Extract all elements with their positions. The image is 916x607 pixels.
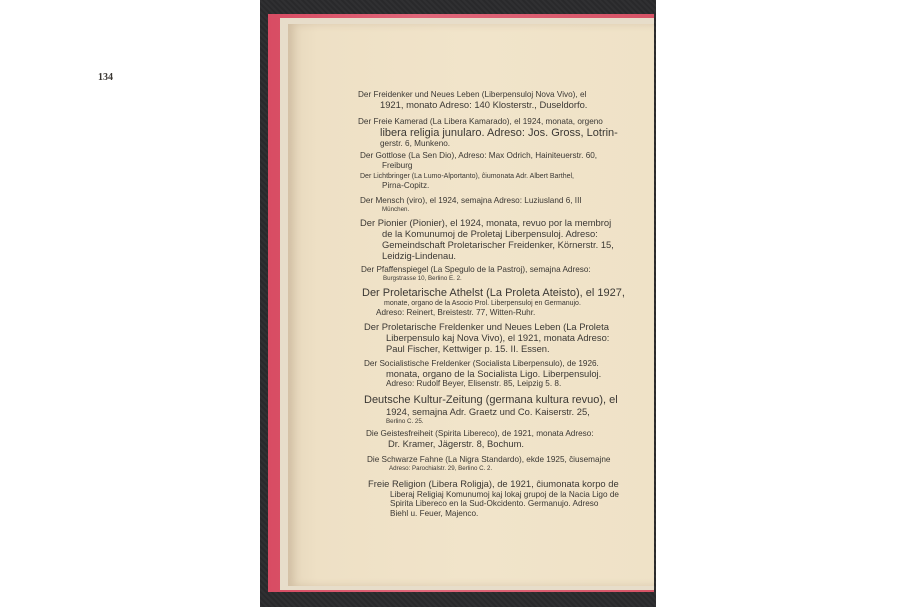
directory-entry xyxy=(366,429,652,449)
entry-line: Der Pfaffenspiegel (La Spegulo de la Pastroj), semajna Adreso: xyxy=(361,265,591,274)
directory-entry xyxy=(361,265,647,282)
entry-line: Der Mensch (viro), el 1924, semajna Adreso: Luziusland 6, III xyxy=(360,196,582,205)
directory-entry xyxy=(358,117,644,149)
entry-line: Pirna-Copitz. xyxy=(382,181,430,191)
directory-entry xyxy=(364,359,650,389)
directory-entry xyxy=(360,218,646,262)
page-number: 134 xyxy=(98,72,113,83)
entry-line: Dr. Kramer, Jägerstr. 8, Bochum. xyxy=(388,437,524,449)
entry-line: Der Proletarische Freldenker und Neues Leben (La Proleta xyxy=(364,321,609,332)
entry-line: monate, organo de la Asocio Prol. Liberpensuloj en Germanujo. xyxy=(384,299,581,307)
entry-line: 1921, monato Adreso: 140 Klosterstr., Duseldorfo. xyxy=(380,98,588,110)
entry-line: Der Socialistische Freldenker (Socialista Liberpensulo), de 1926. xyxy=(364,359,599,368)
entry-line: Der Freidenker und Neues Leben (Liberpensuloj Nova Vivo), el xyxy=(358,90,587,99)
entry-line: Liberaj Religiaj Komunumoj kaj lokaj grupoj de la Nacia Ligo de xyxy=(390,489,619,499)
entry-line: Deutsche Kultur-Zeitung (germana kultura revuo), el xyxy=(364,394,618,406)
directory-entry xyxy=(364,322,650,355)
entry-line: Spirita Libereco en la Sud-Okcidento. Germanujo. Adreso xyxy=(390,499,599,509)
directory-entry xyxy=(368,479,654,518)
entry-line: Adreso: Rudolf Beyer, Elisenstr. 85, Leipzig 5. 8. xyxy=(386,379,562,389)
directory-entry xyxy=(362,287,648,317)
entry-line: Der Gottlose (La Sen Dio), Adreso: Max Odrich, Hainiteuerstr. 60, xyxy=(360,151,598,160)
entry-line: 1924, semajna Adr. Graetz und Co. Kaiserstr. 25, xyxy=(386,405,590,417)
directory-entry xyxy=(358,90,644,110)
entry-line: Die Schwarze Fahne (La Nigra Standardo), ekde 1925, ĉiusemajne xyxy=(367,455,611,464)
entry-line: Gemeindschaft Proletarischer Freidenker, Körnerstr. 15, xyxy=(382,238,614,250)
entry-line: de la Komunumoj de Proletaj Liberpensuloj. Adreso: xyxy=(382,227,598,239)
entry-line: Adreso: Parochialstr. 29, Berlino C. 2. xyxy=(389,464,493,472)
entry-line: Liberpensulo kaj Nova Vivo), el 1921, monata Adreso: xyxy=(386,331,610,343)
entry-line: München. xyxy=(382,205,410,213)
directory-entry xyxy=(360,173,646,191)
entry-line: Paul Fischer, Kettwiger p. 15. II. Essen. xyxy=(386,342,550,354)
entry-line: Leidzig-Lindenau. xyxy=(382,249,457,261)
entry-line: Berlino C. 25. xyxy=(386,417,424,425)
entry-line: Der Freie Kamerad (La Libera Kamarado), el 1924, monata, orgeno xyxy=(358,117,603,126)
entry-line: Die Geistesfreiheit (Spirita Libereco), de 1921, monata Adreso: xyxy=(366,429,594,438)
directory-entry xyxy=(367,455,653,472)
directory-entry xyxy=(360,196,646,213)
directory-entry xyxy=(360,151,646,170)
entry-line: Der Proletarische Athelst (La Proleta Ateisto), el 1927, xyxy=(362,287,625,299)
entry-line: monata, organo de la Socialista Ligo. Liberpensuloj. xyxy=(386,367,602,379)
entry-line: Der Lichtbringer (La Lumo-Alportanto), ĉiumonata Adr. Albert Barthel, xyxy=(360,173,574,180)
entry-line: Adreso: Reinert, Breistestr. 77, Witten-Ruhr. xyxy=(376,307,536,317)
entry-line: Biehl u. Feuer, Majenco. xyxy=(390,508,479,518)
directory-entry xyxy=(364,394,650,425)
entry-line: Der Pionier (Pionier), el 1924, monata, revuo por la membroj xyxy=(360,217,612,228)
entry-line: Freiburg xyxy=(382,160,413,170)
entry-line: libera religia junularo. Adreso: Jos. Gross, Lotrin- xyxy=(380,126,618,139)
entry-line: Burgstrasse 10, Berlino E. 2. xyxy=(383,274,462,282)
entry-line: gerstr. 6, Munkeno. xyxy=(380,139,451,149)
entry-line: Freie Religion (Libera Roligja), de 1921, ĉiumonata korpo de xyxy=(368,478,619,489)
